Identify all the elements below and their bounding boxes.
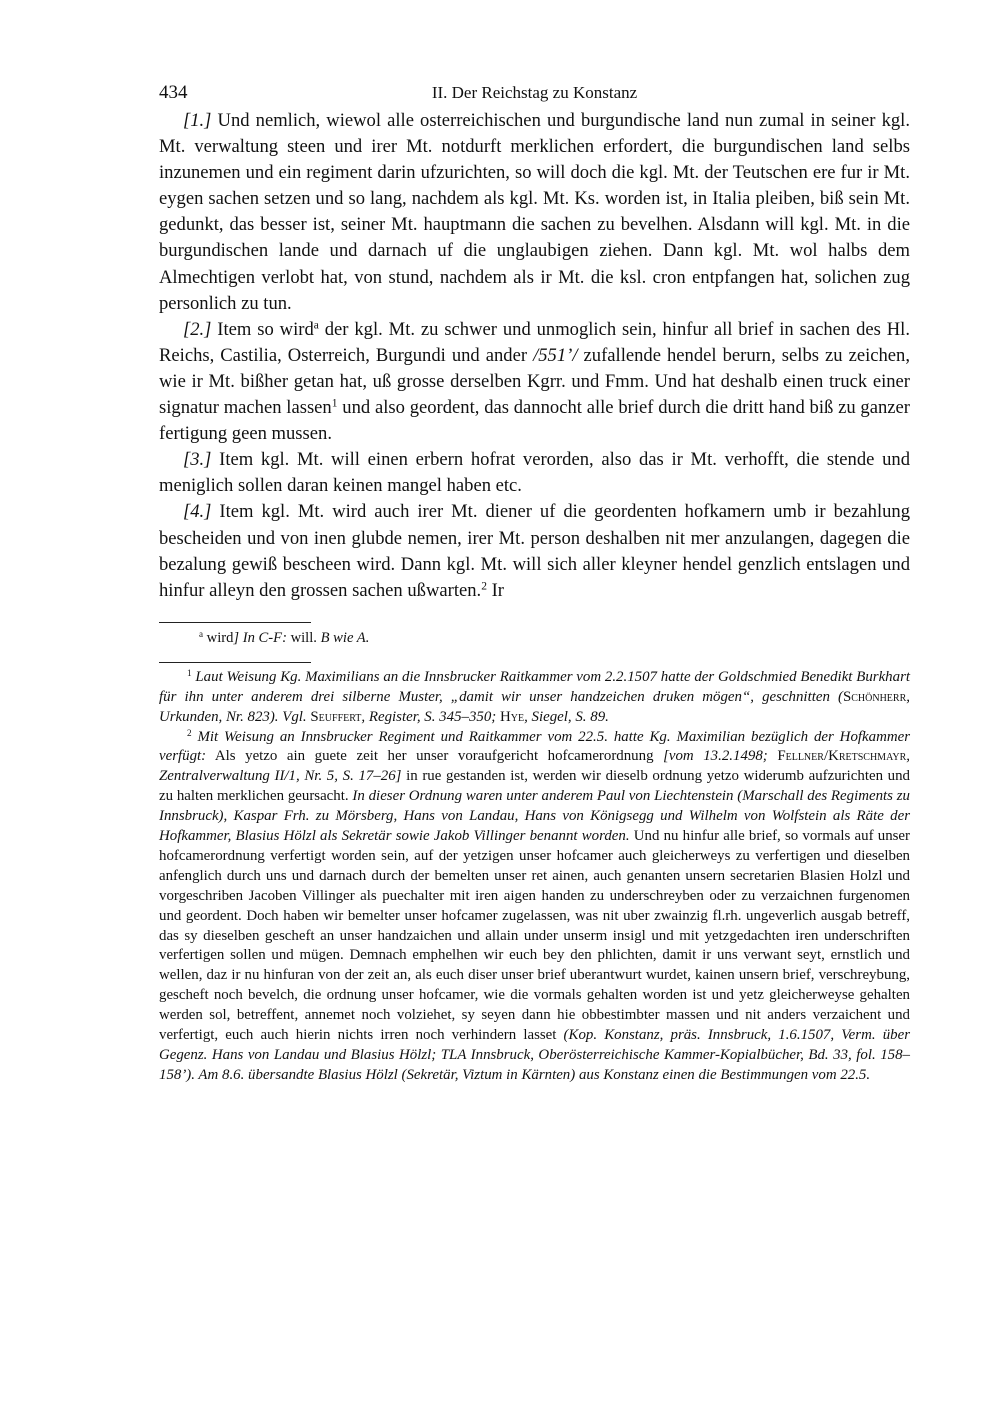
footnote-text: , Siegel, S. 89. [524,708,609,725]
running-header [159,82,910,108]
footnote-number: 2 [187,727,192,738]
paragraph-text: Item so wird [211,318,314,340]
author-name: Schönherr [842,688,907,705]
folio-marker: /551’/ [533,344,578,366]
paragraph-text: und also geordent, das dannocht alle brief durch die dritt hand biß zu ganzer fertigung geen mussen. [159,397,910,445]
footnote-text: , Urkunden, Nr. 823). Vgl. [159,688,910,725]
footnote-text: (Kop. Konstanz, präs. Innsbruck, 1.6.1507, Verm. über Gegenz. Hans von Landau und Blasius Hölzl; TLA Innsbruck, Oberösterreichische Kammer-Kopialbücher, Bd. 33, fol. 158–158’). Am 8.6. übersandte Blasius Hölzl (Sekretär, Viztum in Kärnten) aus Konstanz einen die Bestimmungen vom 22.5. [159,1027,910,1083]
paragraph-text: der kgl. Mt. zu schwer und unmoglich sein, hinfur all brief in sachen des Hl. Reichs, Castilia, Osterreich, Burgundi und ander [159,318,910,366]
page-number: 434 [159,82,188,103]
apparatus-ref-a[interactable]: a [313,319,319,332]
apparatus-tail: B wie A. [320,629,370,646]
page [159,82,910,1086]
paragraph-marker: [3.] [183,449,212,471]
footnote-2 [159,728,910,1086]
main-text [159,108,910,604]
paragraph-text: zufallende hendel berurn, selbs zu zeichen, wie ir Mt. bißher getan hat, uß grosse derselben Kgrr. und Fmm. Und hat deshalb einen truck einer signatur machen lassen [159,344,910,419]
quoted-source: Und nu hinfur alle brief, so vormals auf unser hofcamerordnung verfertigt worden sein, auf der yetzigen unser hofcamer auch gleicherweys zu verfertigen und dieselben anfenglich durch uns und darnach durch der bemelten unser ret ainen, auch genanten unsern secretarien Blasien Holzl und vorgeschriben Jacoben Villinger als puechalter mit iren aigen handen zu underschreyben oder zu verzaichnen furgenomen und geordent. Doch haben wir bemelter unser hofcamer zugelassen, was nit uber zwainzig fl.rh. ungeverlich ausgab betreff, das sy dieselben gescheft an unser handzaichen und allain under unserm insigl und mit yetzgedachten iren underschriften verfertigen sollen und mügen. Demnach emphelhen wir euch bey den phlichten, damit ir uns verwant seyt, ernstlich und wellen, daz ir nu hinfuran von der zeit an, als euch diser unser brief uberantwurt wurdet, kainen unsern brief, verschreybung, gescheft noch bevelch, die ordnung unser hofcamer, wie die vormals gehalten worden ist und yetz gleicherweyse gehalten werden sol, betreffent, annemet noch volziehet, sy seyen dann hie obbestimbter massen und nit anders verzaichent und verfertigt, euch auch hierin nichts irren noch verhindern lasset [159,828,910,1044]
apparatus-reading: will. [286,629,321,646]
footnote-1 [159,663,910,728]
paragraph-marker: [4.] [183,501,212,523]
paragraph-marker: [1.] [183,110,212,131]
apparatus-label: ] In C-F: [233,629,287,646]
paragraph-1 [159,108,910,317]
footnote-text: , Register, S. 345–350; [361,708,500,725]
quoted-source: in rue gestanden ist, werden wir dieselb ordnung yetzo widerumb aufzurichten und zu halten merklichen geursacht. [159,768,911,805]
running-title: II. Der Reichstag zu Konstanz [431,83,638,102]
footnote-text: [vom 13.2.1498; [663,748,778,765]
apparatus-lemma: wird [203,629,234,646]
paragraph-3 [159,447,910,499]
author-name: Kretschmayr [828,748,907,765]
footnote-text: Mit Weisung an Innsbrucker Regiment und Raitkammer vom 22.5. hatte Kg. Maximilian bezüglich der Hofkammer verfügt: [159,728,910,765]
paragraph-text: Und nemlich, wiewol alle osterreichischen und burgundische land nun zumal in seiner kgl. Mt. verwaltung steen und irer Mt. notdurft merklichen erfordert, die burgundischen land selbs inzunemen und ein regiment darin ufzurichten, so will doch die kgl. Mt. der Teutschen ere fur ir Mt. eygen sachen setzen und so lang, nachdem als kgl. Mt. Ks. worden ist, in Italia pleiben, biß sein Mt. gedunkt, das besser ist, seiner Mt. hauptmann die sachen zu bevelhen. Alsdann will kgl. Mt. in die burgundischen lande und darnach uf die unglaubigen ziehen. Dann kgl. Mt. wol halbs dem Almechtigen verlobt hat, von stund, nachdem als ir Mt. die ksl. cron entpfangen hat, solichen zug personlich zu tun. [159,110,910,314]
paragraph-text: Item kgl. Mt. will einen erbern hofrat verorden, also das ir Mt. verhofft, die stende und meniglich sollen daran keinen mangel haben etc. [159,449,910,497]
footnote-text: In dieser Ordnung waren unter anderem Paul von Liechtenstein (Marschall des Regiments zu Innsbruck), Kaspar Frh. zu Mörsberg, Hans von Landau, Hans von Königsegg und Wilhelm von Wolfstein als Räte der Hofkammer, Blasius Hölzl als Sekretär sowie Jakob Villinger benannt worden. [159,788,910,845]
author-name: Fellner [777,748,824,765]
author-name: Seuffert [310,708,362,725]
footnote-text: , Zentralverwaltung II/1, Nr. 5, S. 17–26] [159,748,910,785]
quoted-source: Als yetzo ain guete zeit her unser voraufgericht hofcamerordnung [206,748,664,765]
paragraph-marker: [2.] [183,318,212,340]
paragraph-2 [159,317,910,447]
paragraph-4 [159,499,910,603]
apparatus-note-a [159,623,910,648]
paragraph-text: Ir [486,579,504,601]
footnote-ref-2[interactable]: 2 [481,580,487,593]
apparatus-sigle: a [199,628,204,639]
footnote-ref-1[interactable]: 1 [331,397,338,410]
footnote-number: 1 [187,667,192,678]
paragraph-text: Item kgl. Mt. wird auch irer Mt. diener uf die geordenten hofkamern umb ir bezahlung bescheiden und von inen glubde nemen, irer Mt. person deshalben nit mer anzulangen, dagegen die bezalung gewiß bescheen wird. Dann kgl. Mt. will sich aller kleyner hendel genzlich entslagen und hinfur alleyn den grossen sachen ußwarten. [159,501,910,601]
author-name: Hye [499,708,525,725]
slash: / [823,748,829,765]
footnote-text: Laut Weisung Kg. Maximilians an die Innsbrucker Raitkammer vom 2.2.1507 hatte der Goldschmied Benedikt Burkhart für ihn unter anderem drei silberne Muster, „damit wir unser handzeichen druken mögen“, geschnitten ( [159,668,910,705]
